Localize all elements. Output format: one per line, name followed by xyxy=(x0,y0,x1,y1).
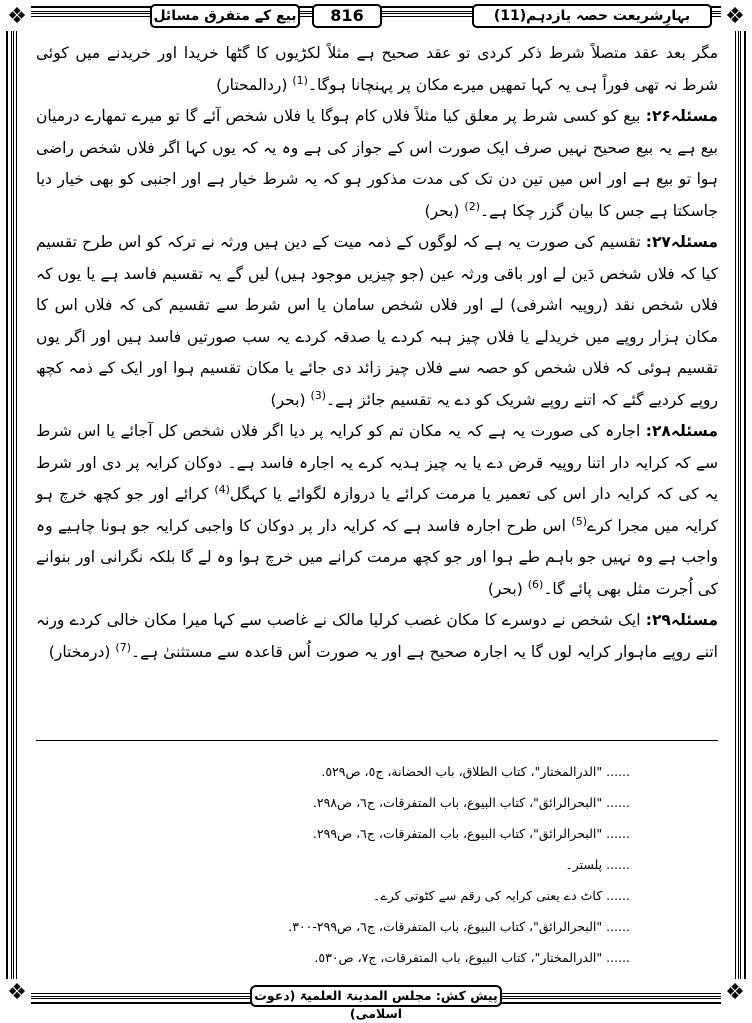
footnote-text: "البحرالرائق"، کتاب البیوع، باب المتفرقات، ج٦، ص٢٩٩-٣٠٠. xyxy=(288,919,603,934)
paragraph-text: کرائے اور جو کچھ خرچ ہو کرایہ میں مجرا کرے xyxy=(36,485,719,535)
page-number: 816 xyxy=(312,4,382,28)
footnote-item: ......"البحرالرائق"، کتاب البیوع، باب المتفرقات، ج٦، ص٢٩٩. xyxy=(312,826,630,841)
issue-paragraph xyxy=(36,416,718,605)
footnote-item: ......"البحرالرائق"، کتاب البیوع، باب المتفرقات، ج٦، ص٢٩٨. xyxy=(312,795,630,810)
corner-ornament-icon: ❖ xyxy=(3,3,31,31)
paragraph-text: مگر بعد عقد متصلاً شرط ذکر کردی تو عقد صحیح ہے مثلاً لکڑیوں کا گٹھا خریدا اور خریدنے میں کوئی شرط نہ تھی فوراً ہی یہ کہا تمھیں میرے مکان پر پہنچانا ہوگا۔ xyxy=(36,44,718,94)
issue-paragraph xyxy=(36,101,718,227)
source-citation: (ردالمحتار) xyxy=(216,75,288,94)
issue-label: مسئلہ۲۷: xyxy=(645,233,718,251)
publisher-footer: پیش کش: مجلس المدینۃ العلمیۃ (دعوت اسلامی) xyxy=(250,985,502,1007)
footnotes xyxy=(230,756,630,973)
paragraph-text: تقسیم کی صورت یہ ہے کہ لوگوں کے ذمہ میت کے دین ہیں ورثہ نے ترکہ کو اس طرح تقسیم کیا کہ فلاں شخص دَین لے اور باقی ورثہ عین (جو چیزیں موجود ہیں) لیں گے یہ تقسیم فاسد ہے یا یوں کہ فلاں شخص نقد (روپیہ اشرفی) لے اور فلاں شخص سامان یا اس شرط سے تقسیم کی کہ فلاں اس کا مکان ہزار روپے میں خریدلے یا فلاں چیز ہبہ کردے یا صدقہ کردے یہ سب صورتیں فاسد ہیں اور اگر یوں تقسیم ہوئی کہ فلاں شخص کو حصہ سے فلاں چیز زائد دی جائے یا مکان تقسیم ہوا اور ایک کے ذمہ کچھ روپے کردیے گئے کہ اتنے روپے شریک کو دے یہ تقسیم جائز ہے۔ xyxy=(36,233,718,409)
paragraph-text: بیع کو کسی شرط پر معلق کیا مثلاً فلاں کام ہوگا یا فلاں شخص آئے گا تو میرے تمھارے درمیان بیع ہے یہ بیع صحیح نہیں صرف ایک صورت اس کے جواز کی ہے وہ یہ کہ یوں کہا اگر فلاں شخص راضی ہوا تو بیع ہے اور اس میں تین دن تک کی مدت مذکور ہو کہ یہ شرط خیار ہے اور اجنبی کو بھی خیار دیا جاسکتا ہے جس کا بیان گزر چکا ہے۔ xyxy=(36,107,718,220)
paragraph xyxy=(36,38,718,101)
corner-ornament-icon: ❖ xyxy=(721,3,749,31)
book-title: بہارِشریعت حصہ یازدہم(11) xyxy=(472,4,712,28)
page-header xyxy=(40,4,712,30)
source-citation: (درمختار) xyxy=(48,642,111,661)
footnote-item: ......"الدرالمختار"، کتاب الطلاق، باب الحضانة، ج٥، ص٥٢٩. xyxy=(321,764,630,779)
footnote-ref: (1) xyxy=(292,73,308,87)
issue-label: مسئلہ۲۶: xyxy=(645,107,718,125)
footnote-ref: (7) xyxy=(115,640,131,654)
paragraph-text: ایک شخص نے دوسرے کا مکان غصب کرلیا مالک نے غاصب سے کہا میرا مکان خالی کردے ورنہ اتنے روپے ماہوار کرایہ لوں گا یہ اجارہ صحیح ہے اور یہ صورت اُس قاعدہ سے مستثنیٰ ہے۔ xyxy=(36,611,718,661)
footnote-item: ......"البحرالرائق"، کتاب البیوع، باب المتفرقات، ج٦، ص٢٩٩-٣٠٠. xyxy=(288,919,630,934)
footnote-item: ......کاٹ دے یعنی کرایہ کی رقم سے کٹوتی کرے۔ xyxy=(373,888,630,903)
corner-ornament-icon: ❖ xyxy=(721,979,749,1007)
main-text xyxy=(36,38,718,668)
footnote-text: "الدرالمختار"، کتاب البیوع، باب المتفرقات، ج٧، ص٥٣٠. xyxy=(314,950,603,965)
corner-ornament-icon: ❖ xyxy=(3,979,31,1007)
footnote-ref: (3) xyxy=(310,388,327,402)
source-citation: (بحر) xyxy=(424,201,460,220)
issue-paragraph xyxy=(36,605,718,668)
issue-label: مسئلہ۲۹: xyxy=(645,611,718,629)
footnote-ref: (6) xyxy=(527,577,544,591)
paragraph-text: اجارہ کی صورت یہ ہے کہ یہ مکان تم کو کرایہ پر دیا اگر فلاں شخص کل آجائے یا اس شرط سے کہ کرایہ دار اتنا روپیہ قرض دے یا یہ چیز ہدیہ کرے یہ اجارہ فاسد ہے۔ دوکان کرایہ پر دی اور شرط یہ کی کہ کرایہ دار اس کی تعمیر یا مرمت کرائے یا دروازہ لگوائے یا کہگل xyxy=(36,422,718,503)
footnote-text: "البحرالرائق"، کتاب البیوع، باب المتفرقات، ج٦، ص٢٩٨. xyxy=(312,795,603,810)
paragraph-text: اس طرح اجارہ فاسد ہے کہ کرایہ دار پر دوکان کا واجبی کرایہ جو ہونا چاہیے وہ واجب ہے وہ نہیں جو باہم طے ہوا اور جو کچھ مرمت کرانے میں خرچ ہوا وہ لے گا بلکہ نگرانی اور بنوانے کی اُجرت مثل بھی پائے گا۔ xyxy=(36,516,718,598)
footnote-ref: (4) xyxy=(214,482,230,496)
footnote-ref: (5) xyxy=(571,514,587,528)
footnote-ref: (2) xyxy=(464,199,481,213)
chapter-title: بیع کے متفرق مسائل xyxy=(150,4,300,28)
footnote-text: کاٹ دے یعنی کرایہ کی رقم سے کٹوتی کرے۔ xyxy=(373,888,603,903)
footnote-text: پلستر۔ xyxy=(565,857,603,872)
footnote-item: ......پلستر۔ xyxy=(565,857,630,872)
footnote-text: "الدرالمختار"، کتاب الطلاق، باب الحضانة، ج٥، ص٥٢٩. xyxy=(321,764,603,779)
issue-paragraph xyxy=(36,227,718,416)
footnote-divider xyxy=(36,740,718,741)
issue-label: مسئلہ۲۸: xyxy=(645,422,718,440)
footnote-item: ......"الدرالمختار"، کتاب البیوع، باب المتفرقات، ج٧، ص٥٣٠. xyxy=(314,950,630,965)
source-citation: (بحر) xyxy=(487,579,523,598)
footnote-text: "البحرالرائق"، کتاب البیوع، باب المتفرقات، ج٦، ص٢٩٩. xyxy=(312,826,603,841)
source-citation: (بحر) xyxy=(270,390,306,409)
